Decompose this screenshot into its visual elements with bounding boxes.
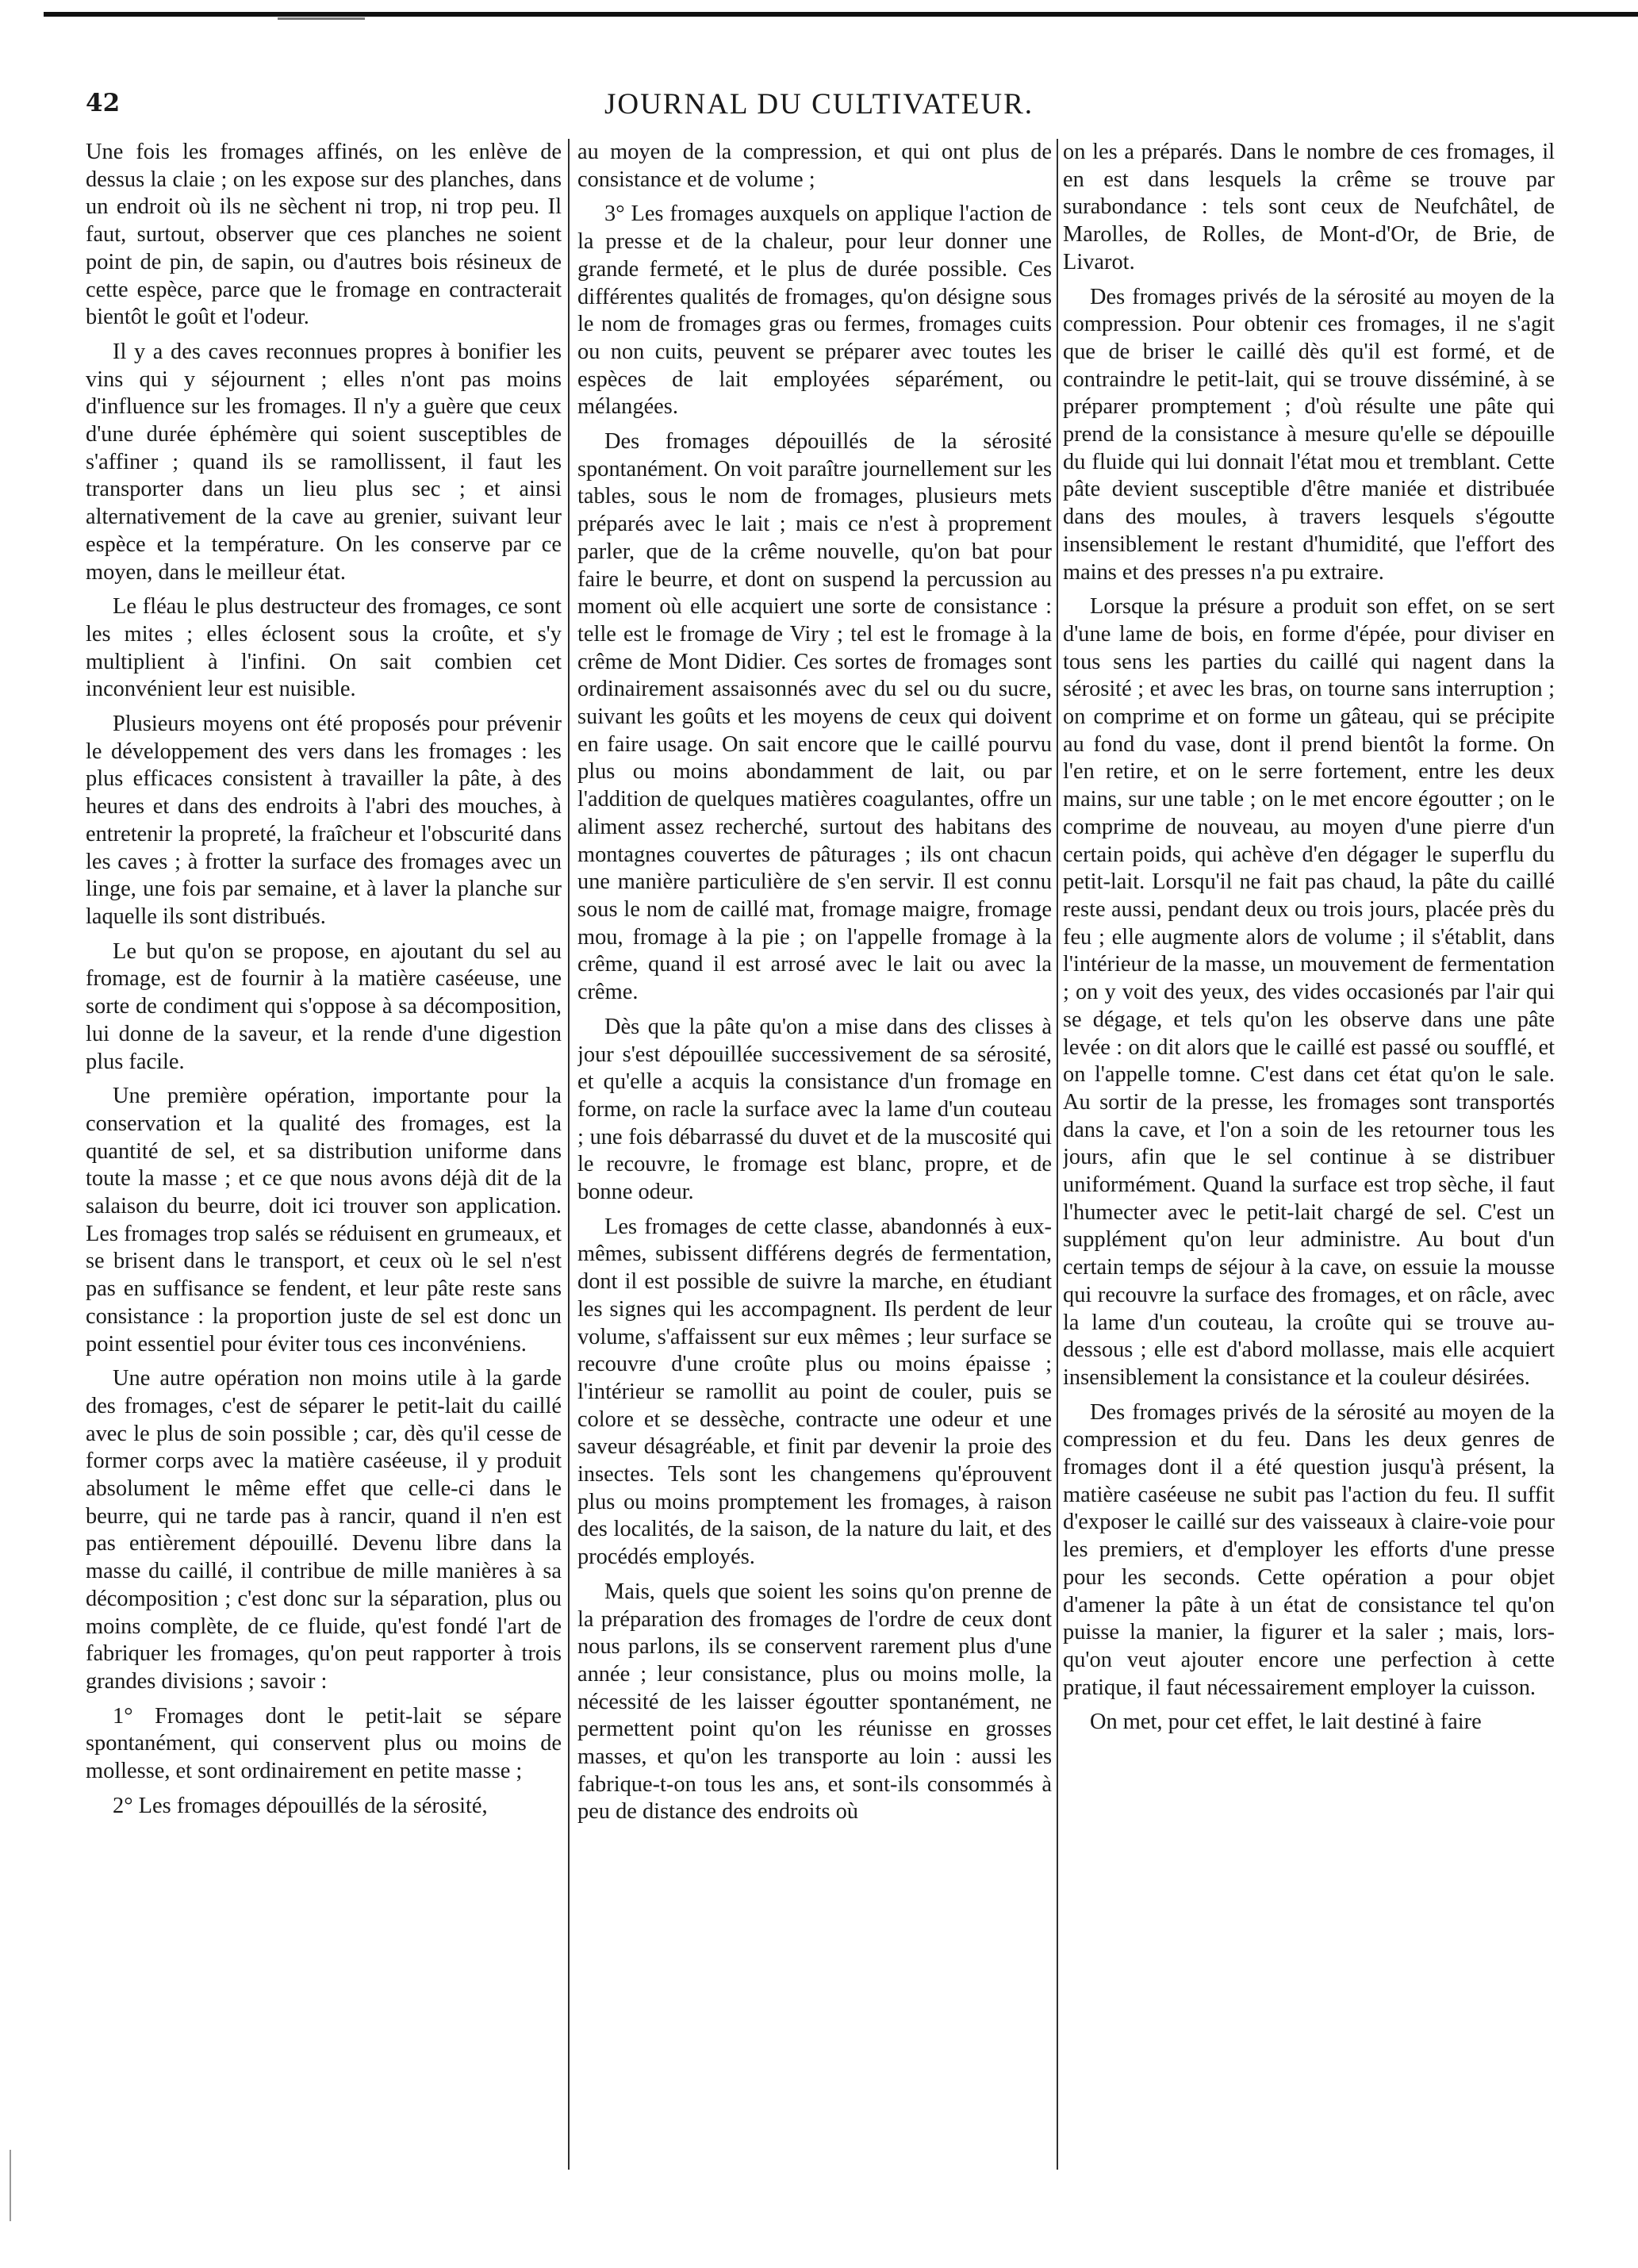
paragraph: au moyen de la compression, et qui ont plus de consistance et de volume ; — [577, 140, 1052, 192]
margin-mark — [10, 2150, 11, 2221]
paragraph: Le but qu'on se propose, en ajoutant du sel au fromage, est de fournir à la matière caséeuse, une sorte de condiment qui s'oppose à sa décomposition, lui donne de la saveur, et la rende d'une digestion plus facile. — [86, 938, 562, 1074]
paragraph: Lorsque la présure a produit son effet, on se sert d'une lame de bois, en forme d'épée, pour diviser en tous sens les parties du caillé qui nagent dans la sérosité ; et avec les bras, on tourne sans interruption ; on comprime et on forme un gâteau, qui se précipite au fond du vase, dont il prend bientôt la forme. On l'en retire, et on le serre fortement, entre les deux mains, sur une table ; on le met encore égoutter ; on le comprime de nouveau, au moyen d'une pierre d'un certain poids, qui achève d'en dégager le superflu du petit-lait. Lorsqu'il ne fait pas chaud, la pâte du caillé reste aussi, pendant deux ou trois jours, placée près du feu ; elle augmente alors de volume ; il s'établit, dans l'intérieur de la masse, un mouvement de fermentation ; on y voit des yeux, des vides occasionés par l'air qui se dégage, et tels qu'on les observe dans une pâte levée : on dit alors que le caillé est passé ou soufflé, et on l'appelle tomne. C'est dans cet état qu'on le sale. Au sortir de la presse, les fromages sont transportés dans la cave, et l'on a soin de les retourner tous les jours, afin que le sel continue à se distribuer uniformément. Quand la surface est trop sèche, il faut l'humecter avec le petit-lait chargé de sel. C'est un supplément qu'on leur administre. Au bout d'un certain temps de séjour à la cave, on essuie la mousse qui recouvre la surface des fromages, et on râcle, avec la lame d'un couteau, la croûte qui se trouve au-dessous ; elle est d'abord mollasse, mais elle acquiert insensiblement la consistance et la couleur désirées. — [1063, 594, 1555, 1390]
column-divider-2 — [1057, 139, 1058, 2170]
journal-title: JOURNAL DU CULTIVATEUR. — [604, 88, 1034, 121]
list-item: 3° Les fromages auxquels on applique l'action de la presse et de la chaleur, pour leur donner une grande fermeté, et le plus de durée possible. Ces différentes qualités de fromages, qu'on désigne sous le nom de fromages gras ou fermes, fromages cuits ou non cuits, peuvent se préparer avec toutes les espèces de lait employées séparément, ou mélangées. — [577, 201, 1052, 420]
paragraph: Une autre opération non moins utile à la garde des fromages, c'est de séparer le petit-lait du caillé avec le plus de soin possible ; car, dès qu'il cesse de former corps avec la matière caséeuse, il y produit absolument le même effet que celle-ci dans le beurre, qui ne tarde pas à rancir, quand il n'en est pas entièrement dépouillé. Devenu libre dans la masse du caillé, il contribue de mille manières à sa décomposition ; c'est donc sur la séparation, plus ou moins complète, de ce fluide, qu'est fondé l'art de fabriquer les fromages, qu'on peut rapporter à trois grandes divisions ; savoir : — [86, 1366, 562, 1694]
section-paragraph: Des fromages privés de la sérosité au moyen de la compression. Pour obtenir ces fromages, il ne s'agit que de briser le caillé dès qu'il est formé, et de contraindre le petit-lait, qui se trouve disséminé, à se préparer promptement ; d'où résulte une pâte qui prend de la consistance à mesure qu'elle se dépouille du fluide qui lui donnait l'état mou et tremblant. Cette pâte devient susceptible d'être maniée et distribuée dans des moules, à travers lesquels s'égoutte insensiblement le restant d'humidité, que l'effort des mains et des presses n'a pu extraire. — [1063, 284, 1555, 585]
paragraph: Mais, quels que soient les soins qu'on prenne de la préparation des fromages de l'ordre de ceux dont nous parlons, ils se conservent rarement plus d'une année ; leur consistance, plus ou moins molle, la nécessité de les laisser égoutter spontanément, ne permettent point qu'on les réunisse en grosses masses, et qu'on les transporte au loin : aussi les fabrique-t-on tous les ans, et sont-ils consommés à peu de distance des endroits où — [577, 1579, 1052, 1825]
list-item: 2° Les fromages dépouillés de la sérosité, — [113, 1793, 488, 1818]
top-border-rule — [44, 12, 1638, 17]
paragraph: Dès que la pâte qu'on a mise dans des clisses à jour s'est dépouillée successivement de sa sérosité, et qu'elle a acquis la consistance d'un fromage en forme, on racle la surface avec la lame d'un couteau ; une fois débarrassé du duvet et de la muscosité qui le recouvre, le fromage est blanc, propre, et de bonne odeur. — [577, 1014, 1052, 1205]
paragraph: Le fléau le plus destructeur des fromages, ce sont les mites ; elles éclosent sous la croûte, et s'y multiplient à l'infini. On sait combien cet inconvénient leur est nuisible. — [86, 594, 562, 702]
column-2 — [577, 139, 1052, 2170]
paragraph: Une fois les fromages affinés, on les enlève de dessus la claie ; on les expose sur des planches, dans un endroit où ils ne sèchent ni trop, ni trop peu. Il faut, surtout, observer que ces planches ne soient point de pin, de sapin, ou d'autres bois résineux de cette espèce, parce que le fromage en contracterait bientôt le goût et l'odeur. — [86, 140, 562, 330]
section-paragraph: Des fromages privés de la sérosité au moyen de la compression et du feu. Dans les deux genres de fromages dont il a été question jusqu'à présent, la matière caséeuse ne subit pas l'action du feu. Il suffit d'exposer le caillé sur des vaisseaux à claire-voie pour les premiers, et d'employer les efforts d'une presse pour les seconds. Cette opération a pour objet d'amener la pâte à un état de consistance tel qu'on puisse la manier, la figurer et la saler ; mais, lors-qu'on veut ajouter encore une perfection à cette pratique, il faut nécessairement employer la cuisson. — [1063, 1399, 1555, 1700]
list-item: 1° Fromages dont le petit-lait se sépare spontanément, qui conservent plus ou moins de mollesse, et sont ordinairement en petite masse ; — [86, 1703, 562, 1784]
column-3 — [1063, 139, 1555, 2170]
paragraph: Une première opération, importante pour la conservation et la qualité des fromages, est la quantité de sel, et sa distribution uniforme dans toute la masse ; et ce que nous avons déjà dit de la salaison du beurre, doit ici trouver son application. Les fromages trop salés se réduisent en grumeaux, et se brisent dans le transport, et ceux où le sel n'est pas en suffisance se fendent, et leur pâte reste sans consistance : la proportion juste de sel est donc un point essentiel pour éviter tous ces inconvéniens. — [86, 1084, 562, 1357]
section-paragraph: Des fromages dépouillés de la sérosité spontanément. On voit paraître journellement sur les tables, sous le nom de fromages, plusieurs mets préparés avec le lait ; mais ce n'est à proprement parler, que de la crême nouvelle, qu'on bat pour faire le beurre, et dont on suspend la percussion au moment où elle acquiert une sorte de consistance : telle est le fromage de Viry ; tel est le fromage à la crême de Mont Didier. Ces sortes de fromages sont ordinairement assaisonnés avec du sel ou du sucre, suivant les goûts et les moyens de ceux qui doivent en faire usage. On sait encore que le caillé pourvu plus ou moins abondamment de lait, ou par l'addition de quelques matières coagulantes, offre un aliment assez recherché, surtout des habitans des montagnes couvertes de pâturages ; ils ont chacun une manière particulière de s'en servir. Il est connu sous le nom de caillé mat, fromage maigre, fromage mou, fromage à la pie ; on l'appelle fromage à la crême, quand il est arrosé avec le lait ou avec la crême. — [577, 429, 1052, 1005]
column-1 — [86, 139, 562, 2170]
page-number: 42 — [86, 89, 121, 117]
column-divider-1 — [568, 139, 570, 2170]
paragraph: On met, pour cet effet, le lait destiné à faire — [1090, 1710, 1482, 1735]
paragraph: Plusieurs moyens ont été proposés pour prévenir le développement des vers dans les fromages : les plus efficaces consistent à travailler la pâte, à des heures et dans des endroits à l'abri des mouches, à entretenir la propreté, la fraîcheur et l'obscurité dans les caves ; à frotter la surface des fromages avec un linge, une fois par semaine, et à laver la planche sur laquelle ils sont distribués. — [86, 712, 562, 929]
top-smudge — [278, 17, 365, 20]
paragraph: on les a préparés. Dans le nombre de ces fromages, il en est dans lesquels la crême se trouve par surabondance : tels sont ceux de Neufchâtel, de Marolles, de Rolles, de Mont-d'Or, de Brie, de Livarot. — [1063, 140, 1555, 274]
paragraph: Les fromages de cette classe, abandonnés à eux-mêmes, subissent différens degrés de fermentation, dont il est possible de suivre la marche, en étudiant les signes qui les accompagnent. Ils perdent de leur volume, s'affaissent sur eux mêmes ; leur surface se recouvre d'une croûte plus ou moins épaisse ; l'intérieur se ramollit au point de couler, puis se colore et se dessèche, contracte une odeur et une saveur désagréable, et finit par devenir la proie des insectes. Tels sont les changemens qu'éprouvent plus ou moins promptement les fromages, à raison des localités, de la saison, de la nature du lait, et des procédés employés. — [577, 1214, 1052, 1570]
paragraph: Il y a des caves reconnues propres à bonifier les vins qui y séjournent ; elles n'ont pas moins d'influence sur les fromages. Il n'y a guère que ceux d'une durée éphémère qui soient susceptibles de s'affiner ; quand ils se ramollissent, il faut les transporter dans un lieu plus sec ; et ainsi alternativement de la cave au grenier, suivant leur espèce et la température. On les conserve par ce moyen, dans le meilleur état. — [86, 339, 562, 585]
